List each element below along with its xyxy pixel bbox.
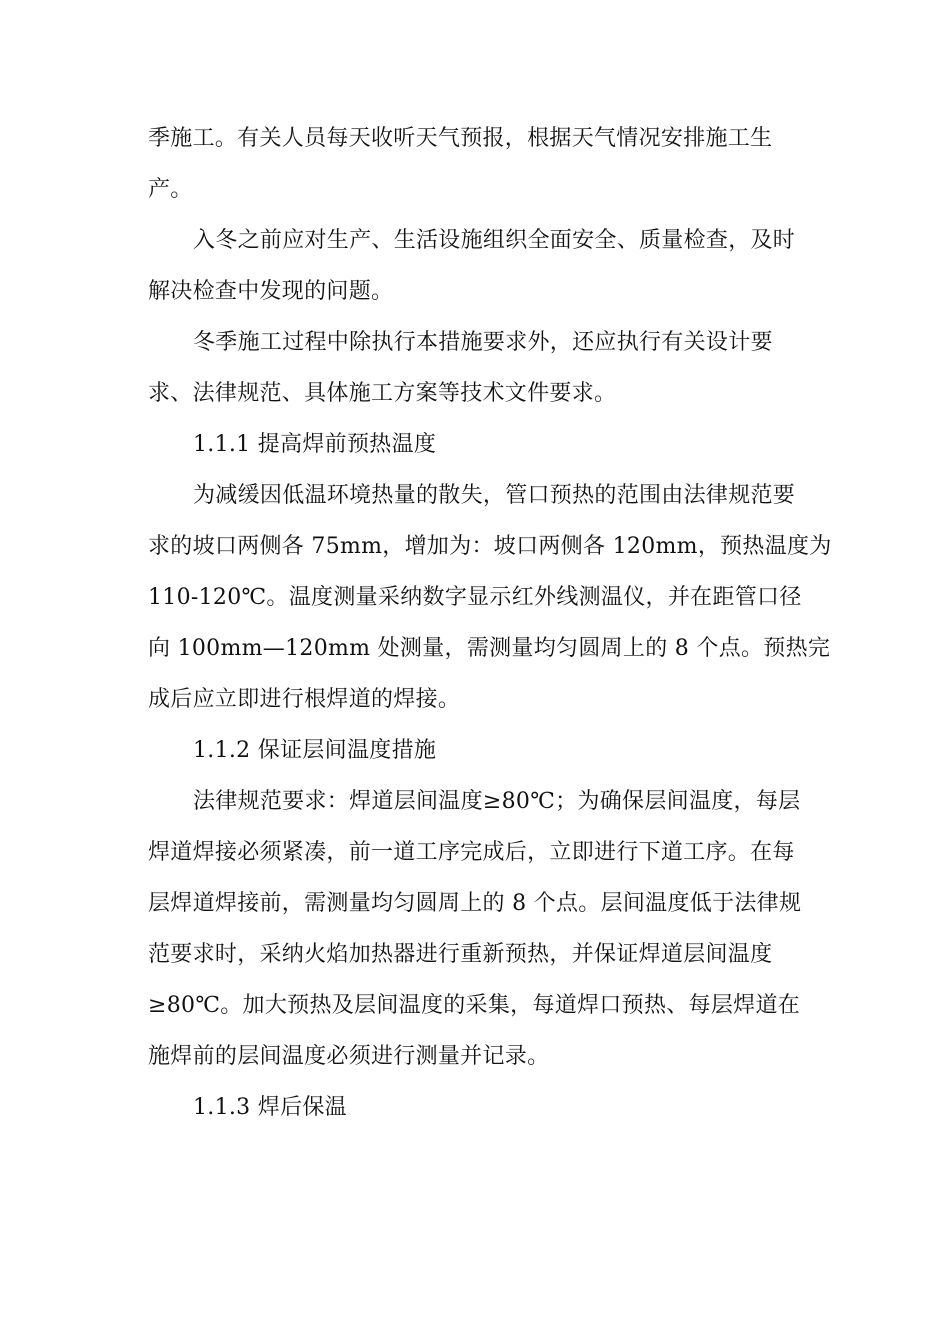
text-line: 法律规范要求：焊道层间温度≥80℃；为确保层间温度，每层 — [193, 789, 801, 814]
section-heading: 1.1.2 保证层间温度措施 — [193, 738, 437, 763]
text-line: 季施工。有关人员每天收听天气预报，根据天气情况安排施工生 — [148, 126, 773, 151]
text-line: 解决检查中发现的问题。 — [148, 279, 394, 304]
section-heading: 1.1.3 焊后保温 — [193, 1095, 347, 1120]
text-line: 入冬之前应对生产、生活设施组织全面安全、质量检查，及时 — [193, 228, 796, 253]
text-line: 施焊前的层间温度必须进行测量并记录。 — [148, 1044, 550, 1069]
text-line: 向 100mm—120mm 处测量，需测量均匀圆周上的 8 个点。预热完 — [148, 636, 831, 661]
text-line: 110-120℃。温度测量采纳数字显示红外线测温仪，并在距管口径 — [148, 585, 802, 610]
text-line: 产。 — [148, 177, 193, 202]
text-line: 层焊道焊接前，需测量均匀圆周上的 8 个点。层间温度低于法律规 — [148, 891, 802, 916]
text-line: 求的坡口两侧各 75mm，增加为：坡口两侧各 120mm，预热温度为 — [148, 534, 832, 559]
text-line: 求、法律规范、具体施工方案等技术文件要求。 — [148, 381, 617, 406]
text-line: 成后应立即进行根焊道的焊接。 — [148, 687, 461, 712]
text-line: ≥80℃。加大预热及层间温度的采集，每道焊口预热、每层焊道在 — [148, 993, 801, 1018]
text-line: 冬季施工过程中除执行本措施要求外，还应执行有关设计要 — [193, 330, 773, 355]
text-line: 为减缓因低温环境热量的散失，管口预热的范围由法律规范要 — [193, 483, 796, 508]
text-line: 焊道焊接必须紧凑，前一道工序完成后，立即进行下道工序。在每 — [148, 840, 795, 865]
text-line: 范要求时，采纳火焰加热器进行重新预热，并保证焊道层间温度 — [148, 942, 773, 967]
section-heading: 1.1.1 提高焊前预热温度 — [193, 432, 437, 457]
